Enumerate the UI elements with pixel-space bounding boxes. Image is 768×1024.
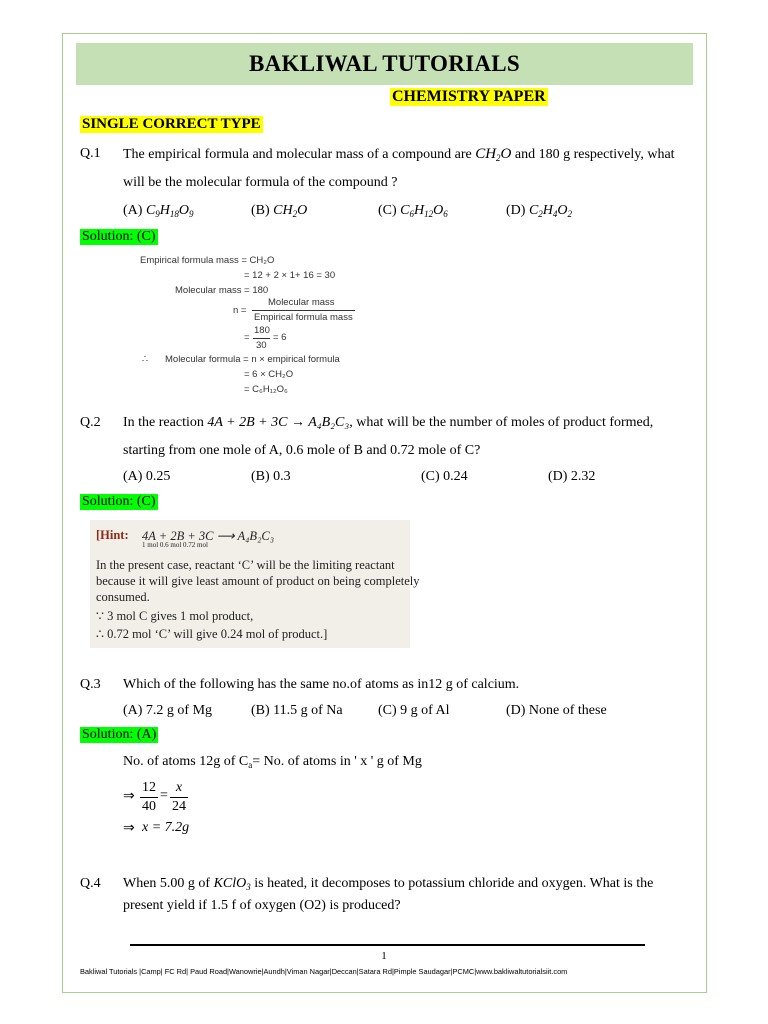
subject-title: CHEMISTRY PAPER <box>392 88 546 105</box>
question-text-line2: will be the molecular formula of the compound ? <box>123 175 398 190</box>
question-number: Q.2 <box>80 415 101 430</box>
implies-symbol: ⇒ <box>123 789 135 804</box>
fraction-denominator: 30 <box>256 340 267 351</box>
result: x = 7.2g <box>142 820 190 835</box>
question-number: Q.4 <box>80 876 101 891</box>
option-b: (B) 11.5 g of Na <box>251 703 343 718</box>
hint-image <box>90 520 420 648</box>
option-d: (D) $C_2H_4O_2$ <box>506 203 573 219</box>
footer-text: Bakliwal Tutorials |Camp| FC Rd| Paud Road|Wanowrie|Aundh|Viman Nagar|Deccan|Satara Rd|Pimple Saudagar|PCMC|www.bakliwaltutorialsiit.com <box>80 967 568 976</box>
question-text: When 5.00 g of KClO$_3$ is heated, it decomposes to potassium chloride and oxygen. What is the <box>123 876 654 892</box>
option-b: (B) $CH_2O$ <box>251 203 308 219</box>
hint-moles: 1 mol 0.6 mol 0.72 mol <box>142 541 208 549</box>
solution-label: Solution: (C) <box>82 229 156 244</box>
question-number: Q.1 <box>80 146 101 161</box>
hint-equation: 4A + 2B + 3C ⟶ A₄B₂C₃ <box>142 529 275 543</box>
option-b: (B) 0.3 <box>251 469 291 484</box>
equals-sign: = <box>160 788 168 803</box>
working-line: = <box>244 332 250 343</box>
fraction-denominator: Empirical formula mass <box>254 312 353 323</box>
fraction-numerator: 180 <box>254 325 270 336</box>
fraction-numerator: Molecular mass <box>268 297 335 308</box>
solution-label: Solution: (A) <box>82 727 157 742</box>
question-text: In the reaction 4A + 2B + 3C → A₄B₂C₃, what will be the number of moles of product formed, <box>123 415 654 430</box>
option-c: (C) $C_6H_{12}O_6$ <box>378 203 448 219</box>
question-text: Which of the following has the same no.of atoms as in12 g of calcium. <box>123 677 520 692</box>
option-c: (C) 0.24 <box>421 469 468 484</box>
option-c: (C) 9 g of Al <box>378 703 450 718</box>
fraction-numerator: x <box>175 780 183 795</box>
working-line: = 6 × CH₂O <box>244 369 294 380</box>
option-a: (A) $C_9H_{18}O_9$ <box>123 203 194 219</box>
question-text-line2: starting from one mole of A, 0.6 mole of B and 0.72 mole of C? <box>123 443 481 458</box>
working-line: = C₆H₁₂O₆ <box>244 384 288 395</box>
implies-symbol: ⇒ <box>123 821 135 836</box>
header-band <box>76 43 693 85</box>
working-line: Molecular formula = n × empirical formula <box>165 354 340 365</box>
fraction-numerator: 12 <box>142 780 156 795</box>
question-text-line2: present yield if 1.5 f of oxygen (O2) is produced? <box>123 898 401 913</box>
solution-label: Solution: (C) <box>82 494 156 509</box>
working-line: Molecular mass = 180 <box>175 285 269 296</box>
hint-line: because it will give least amount of product on being completely <box>96 574 420 588</box>
fraction-bar <box>140 797 158 798</box>
section-heading: SINGLE CORRECT TYPE <box>82 116 261 132</box>
option-a: (A) 7.2 g of Mg <box>123 703 213 718</box>
hint-line: consumed. <box>96 590 150 604</box>
hint-line: In the present case, reactant ‘C’ will be the limiting reactant <box>96 558 395 572</box>
brand-title: BAKLIWAL TUTORIALS <box>248 51 521 76</box>
page-number: 1 <box>381 950 387 962</box>
working-line: Empirical formula mass = CH₂O <box>140 255 275 266</box>
hint-line: ∵ 3 mol C gives 1 mol product, <box>96 609 254 623</box>
working-line: n = <box>233 305 247 316</box>
fraction-denominator: 40 <box>142 799 156 814</box>
option-d: (D) 2.32 <box>548 469 596 484</box>
option-d: (D) None of these <box>506 703 607 718</box>
working-line: = 6 <box>273 332 287 343</box>
fraction-bar <box>170 797 188 798</box>
working-line: No. of atoms 12g of $C_a= No$. of atoms in ' x ' g of Mg <box>123 754 422 770</box>
fraction-bar <box>253 338 270 339</box>
hint-label: [Hint: <box>96 528 129 542</box>
question-number: Q.3 <box>80 677 101 692</box>
fraction-denominator: 24 <box>172 799 186 814</box>
question-text: The empirical formula and molecular mass of a compound are $CH_2O$ and 180 g respectively, what <box>123 146 675 163</box>
footer-rule <box>130 944 645 946</box>
working-line: = 12 + 2 × 1+ 16 = 30 <box>244 270 336 281</box>
option-a: (A) 0.25 <box>123 469 171 484</box>
therefore-symbol: ∴ <box>142 354 149 365</box>
fraction-bar <box>252 310 355 311</box>
hint-line: ∴ 0.72 mol ‘C’ will give 0.24 mol of product.] <box>96 627 328 641</box>
